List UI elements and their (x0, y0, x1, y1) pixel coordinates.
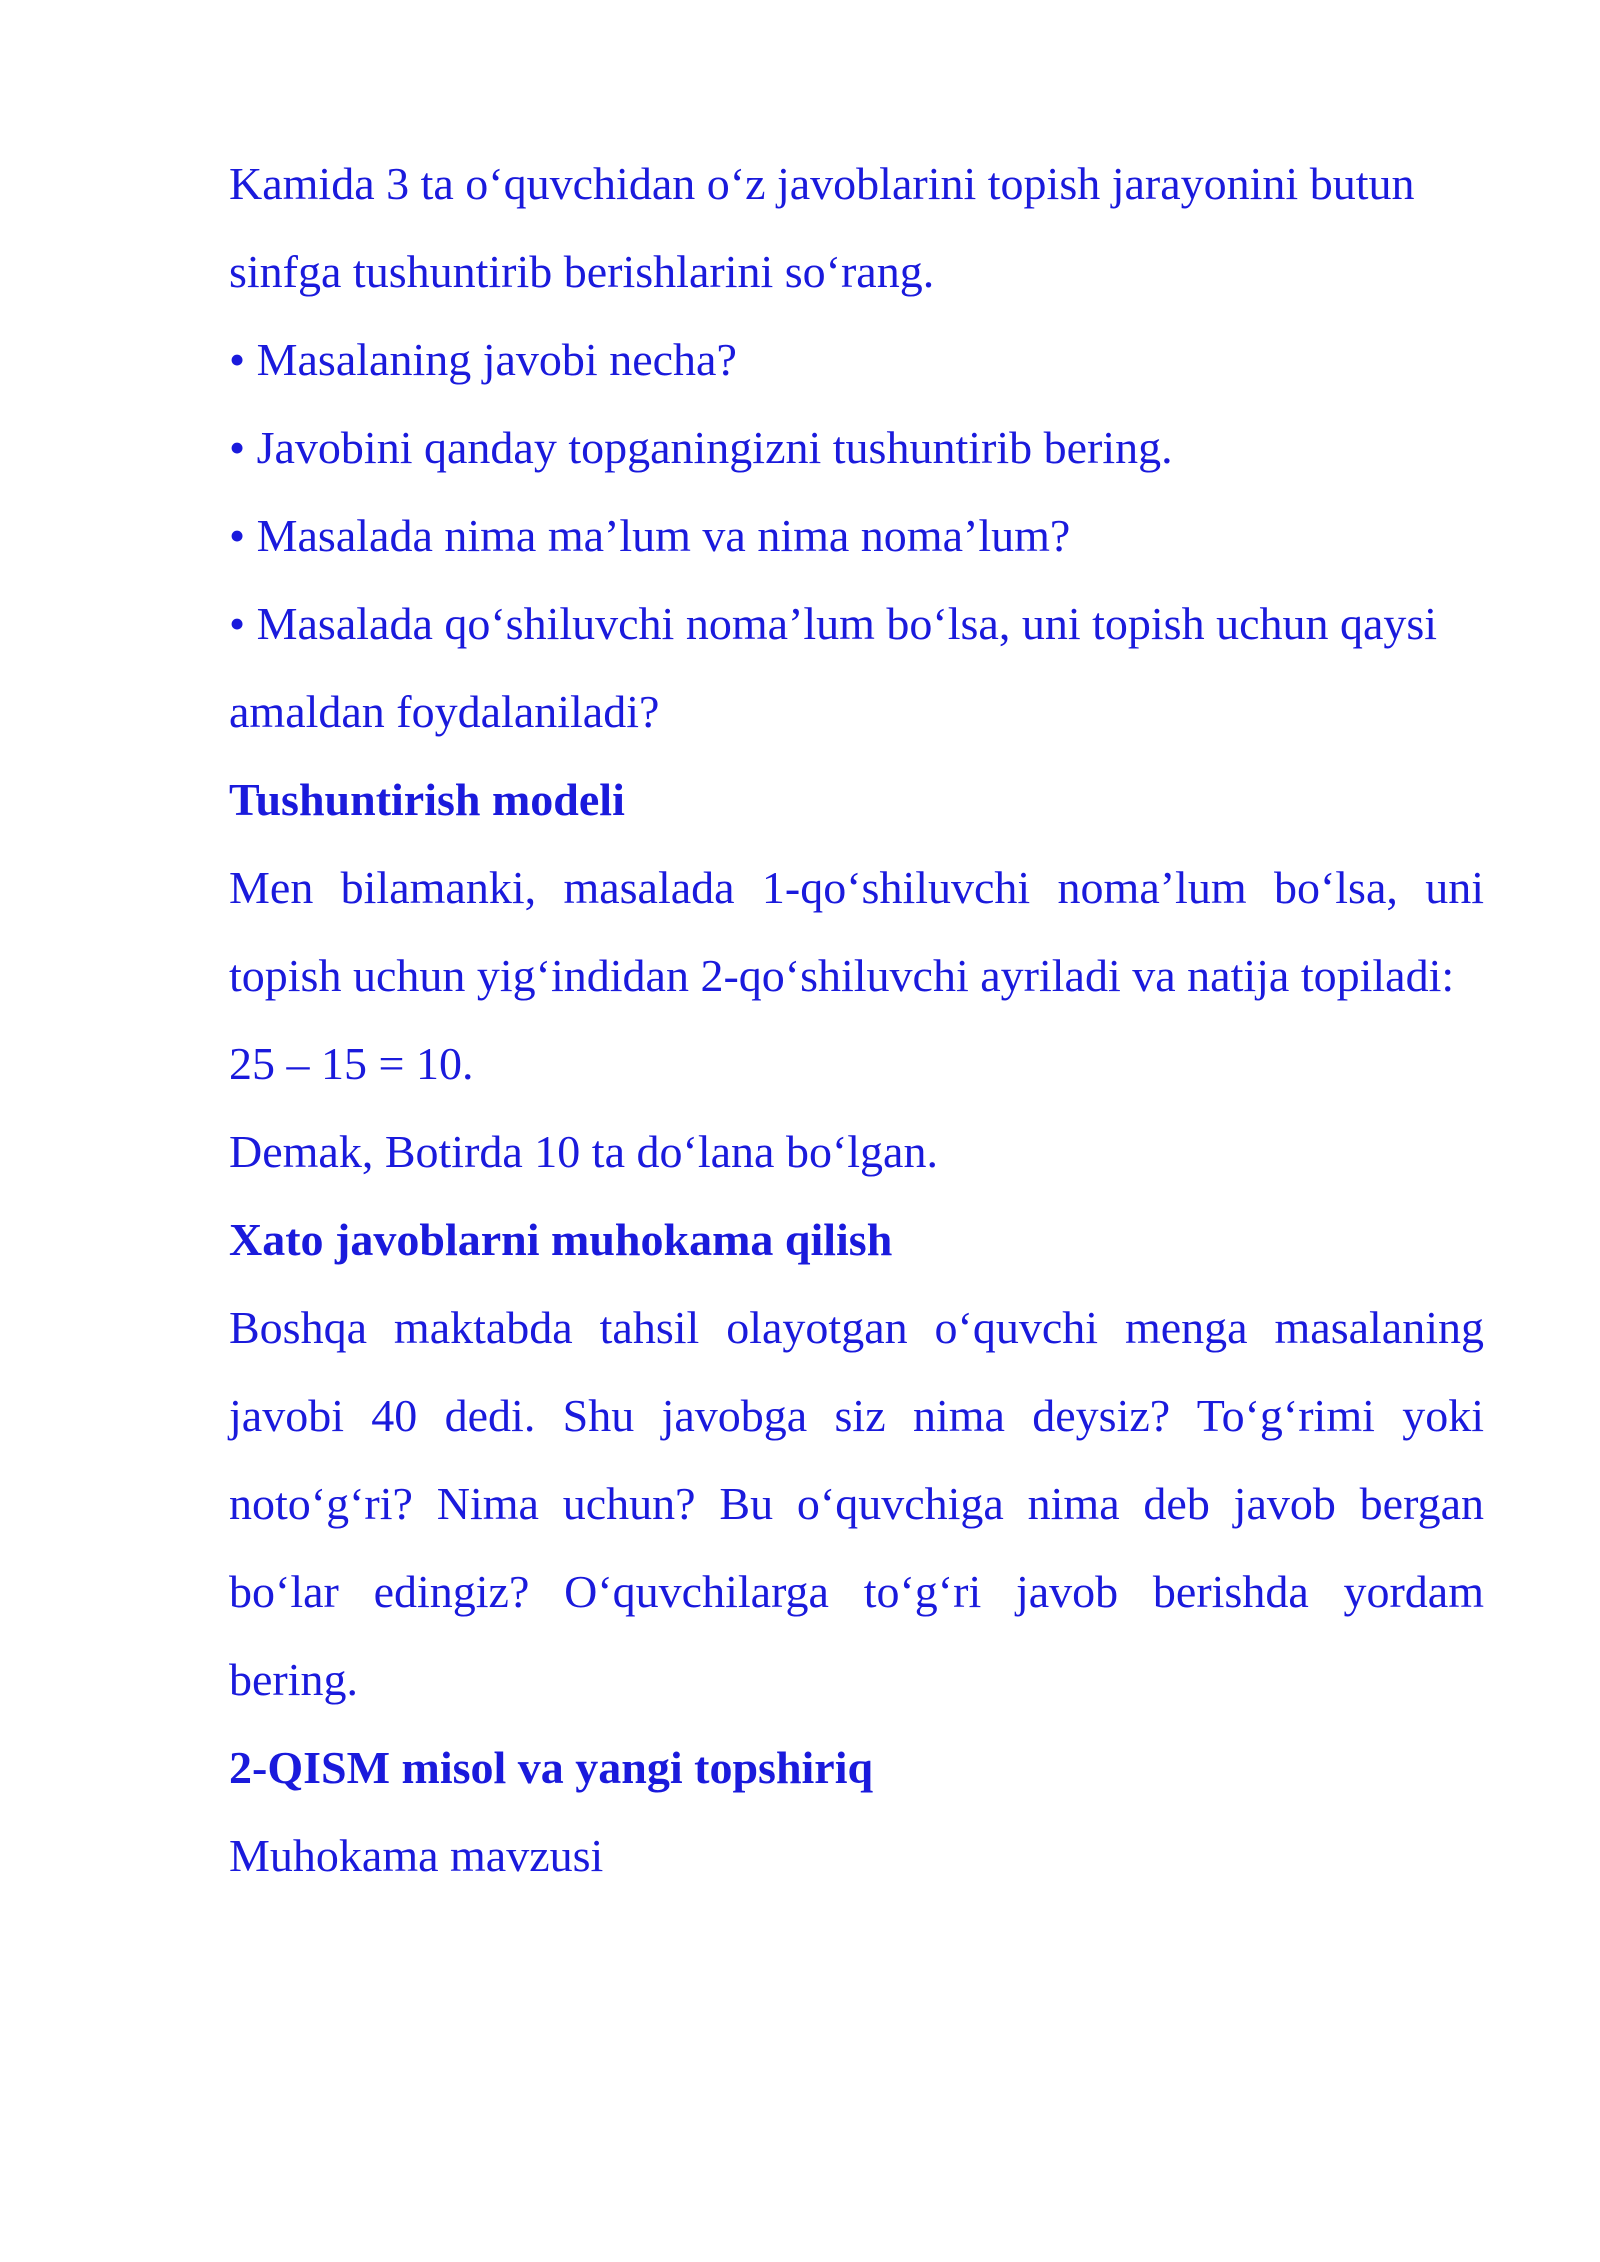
heading-explanation-model: Tushuntirish modeli (229, 774, 625, 825)
model-paragraph: Men bilamanki, masalada 1-qo‘shiluvchi noma’lum bo‘lsa, uni topish uchun yig‘indidan 2-qo‘shiluvchi ayriladi va natija topiladi: (229, 862, 1484, 1001)
heading-part-two: 2-QISM misol va yangi topshiriq (229, 1742, 874, 1793)
document-body (229, 140, 1484, 1900)
bullet-explain-question: • Javobini qanday topganingizni tushuntirib bering. (229, 422, 1173, 473)
conclusion-text: Demak, Botirda 10 ta do‘lana bo‘lgan. (229, 1126, 938, 1177)
errors-paragraph: Boshqa maktabda tahsil olayotgan o‘quvchi menga masalaning javobi 40 dedi. Shu javobga siz nima deysiz? To‘g‘rimi yoki noto‘g‘ri? Nima uchun? Bu o‘quvchiga nima deb javob bergan bo‘lar edingiz? O‘quvchilarga to‘g‘ri javob berishda yordam bering. (229, 1302, 1484, 1705)
bullet-known-unknown-question: • Masalada nima ma’lum va nima noma’lum? (229, 510, 1071, 561)
intro-paragraph: Kamida 3 ta o‘quvchidan o‘z javoblarini topish jarayonini butun sinfga tushuntirib berishlarini so‘rang. (229, 158, 1415, 297)
equation: 25 – 15 = 10. (229, 1038, 474, 1089)
heading-error-discussion: Xato javoblarni muhokama qilish (229, 1214, 893, 1265)
discussion-topic: Muhokama mavzusi (229, 1830, 604, 1881)
bullet-operation-question: • Masalada qo‘shiluvchi noma’lum bo‘lsa, uni topish uchun qaysi amaldan foydalaniladi? (229, 598, 1438, 737)
bullet-answer-question: • Masalaning javobi necha? (229, 334, 737, 385)
